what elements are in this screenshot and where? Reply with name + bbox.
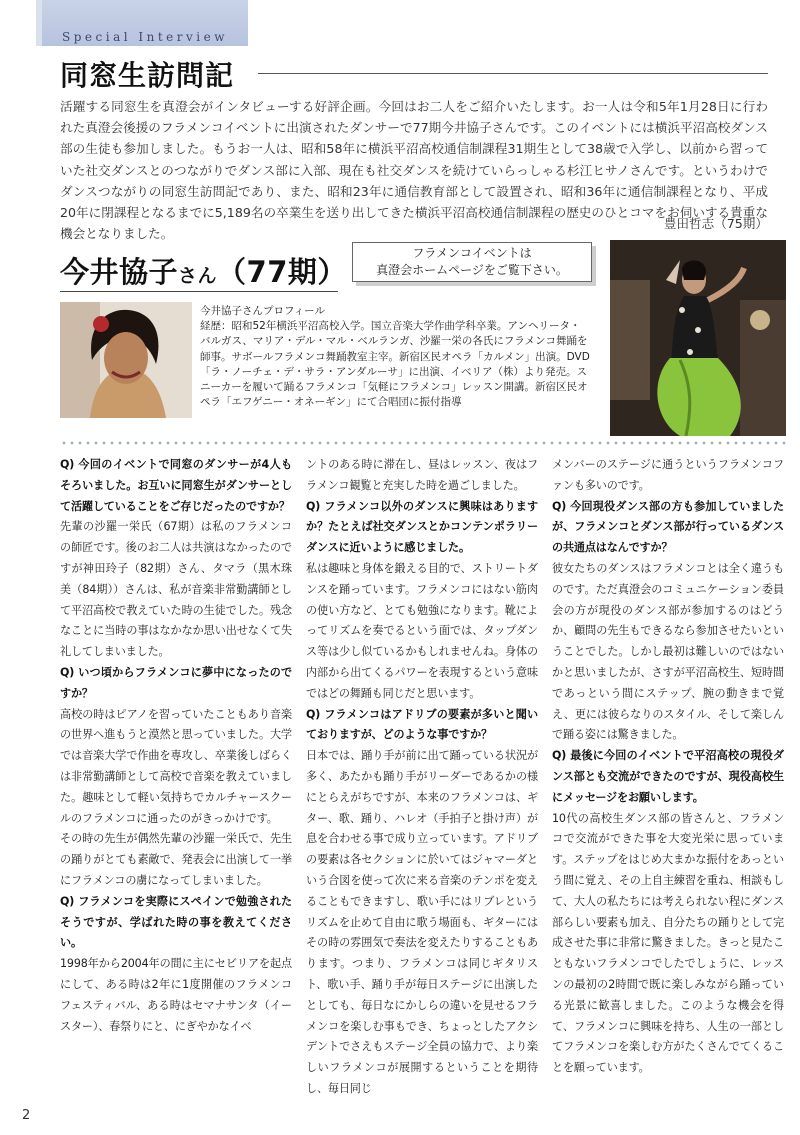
profile-body: 経歴：昭和52年横浜平沼高校入学。国立音楽大学作曲学科卒業。アンヘリータ・バルガス、マリア・デル・マル・ベルランガ、沙羅一栄の各氏にフラメンコ舞踊を師事。サボールフラメンコ舞踊教室主宰。新宿区民オペラ「カルメン」出演。DVD「ラ・ノーチェ・デ・サラ・アンダルーサ」に出演、イベリア（株）より発売。スニーカーを履いて踊るフラメンコ「気軽にフラメンコ」レッスン開講。新宿区民オペラ「エフゲニー・オネーギン」にて合唱団に振付指導: [200, 320, 590, 409]
dance-photo: [610, 240, 786, 436]
column-1-answer-3: その時の先生が偶然先輩の沙羅一栄氏で、先生の踊りがとても素敵で、発表会に出演して一挙にフラメンコの虜になってしまいました。: [60, 832, 292, 887]
homepage-notice: [352, 242, 592, 282]
intro-paragraph: 活躍する同窓生を真澄会がインタビューする好評企画。今回はお二人をご紹介いたします。お一人は令和5年1月28日に行われた真澄会後援のフラメンコイベントに出演されたダンサーで77期今井協子さんです。このイベントには横浜平沼高校ダンス部の生徒も参加しました。もうお一人は、昭和58年に横浜平沼高校通信制課程31期生として38歳で入学し、以前から習っていた社交ダンスとのつながりでダンス部に入部、現在も社交ダンスを続けていらっしゃる杉江ヒサノさんです。というわけでダンスつながりの同窓生訪問記であり、また、昭和23年に通信教育部として設置され、昭和36年に通信制課程となり、平成20年に閉課程となるまでに5,189名の卒業生を送り出してきた横浜平沼高校通信制課程の歴史のひとコマをお伺いする貴重な機会となりました。: [60, 99, 768, 242]
column-1-answer-4: 1998年から2004年の間に主にセビリアを起点にして、ある時は2年に1度開催のフラメンコフェスティバル、ある時はセマナサンタ（イースター）、春祭りにと、にぎやかなイベ: [60, 957, 292, 1033]
column-1-answer-2: 高校の時はピアノを習っていたこともあり音楽の世界へ進もうと漠然と思っていました。大学では音楽大学で作曲を専攻し、卒業後しばらくは非常勤講師として高校で音楽を教えていました。趣味として軽い気持ちでカルチャースクールのフラメンコに通ったのがきっかけです。: [60, 707, 292, 825]
interviewee-term: （77期）: [217, 255, 347, 289]
column-3: [552, 455, 784, 1079]
column-2-question-2: Q) フラメンコはアドリブの要素が多いと聞いておりますが、どのような事ですか？: [306, 707, 538, 742]
column-1-question-3: Q) フラメンコを実際にスペインで勉強されたそうですが、学ばれた時の事を教えてください。: [60, 894, 292, 950]
notice-line-1: フラメンコイベントは: [412, 246, 532, 260]
section-label: Special Interview: [62, 30, 228, 44]
profile-block: [200, 304, 590, 410]
interviewee-heading: [60, 250, 347, 291]
column-2: [306, 455, 538, 1100]
column-2-question-1: Q) フラメンコ以外のダンスに興味はありますか？たとえば社交ダンスとかコンテンポラリーダンスに近いように感じました。: [306, 499, 538, 555]
column-3-answer-1: メンバーのステージに通うというフラメンコファンも多いのです。: [552, 458, 784, 492]
column-1-question-2: Q) いつ頃からフラメンコに夢中になったのですか？: [60, 665, 292, 700]
column-1: [60, 455, 292, 1037]
column-3-answer-2: 彼女たちのダンスはフラメンコとは全く違うものです。ただ真澄会のコミュニケーション委員会の方が現役のダンス部が参加するのはどうか、顧問の先生もできるなら参加させたいということでした。しかし最初は難しいのではないかと思いましたが、さすが平沼高校生、短時間であっという間にステップ、腕の動きまで覚え、更には彼らなりのスタイル、そして楽しんで踊る姿には驚きました。: [552, 561, 784, 742]
column-2-answer-2: 私は趣味と身体を鍛える目的で、ストリートダンスを踊っています。フラメンコにはない筋肉の使い方など、とても勉強になります。靴によってリズムを奏でるという面では、タップダンス等は少し似ているかもしれませんね。身体の内部から出てくるパワーを表現するという意味ではどの舞踊も同じだと思います。: [306, 561, 538, 700]
column-3-question-1: Q) 今回現役ダンス部の方も参加していましたが、フラメンコとダンス部が行っているダンスの共通点はなんですか？: [552, 499, 784, 555]
page-title: 同窓生訪問記: [60, 59, 235, 92]
page-number: 2: [22, 1108, 31, 1123]
column-3-question-2: Q) 最後に今回のイベントで平沼高校の現役ダンス部とも交流ができたのですが、現役高校生にメッセージをお願いします。: [552, 749, 784, 804]
title-rule: [258, 73, 768, 74]
name-rule: [60, 291, 338, 292]
column-3-answer-3: 10代の高校生ダンス部の皆さんと、フラメンコで交流ができた事を大変光栄に思っています。ステップをはじめ大まかな振付をあっという間に覚え、その上自主練習を重ね、相談もして、大人の私たちには考えられない程にダンス部らしい要素も加え、自分たちの踊りとして完成させた事に非常に驚きました。きっと見たこともないフラメンコでしたでしょうに、レッスンの最初の2時間で既に楽しみながら踊っている光景に歓喜しました。このような機会を得て、フラメンコに興味を持ち、人生の一部としてフラメンコを楽しむ方がたくさんでてくることを願っています。: [552, 811, 784, 1075]
dotted-divider: [60, 441, 786, 445]
column-2-answer-3: 日本では、踊り手が前に出て踊っている状況が多く、あたかも踊り手がリーダーであるかの様にとらえがちですが、本来のフラメンコは、ギター、歌、踊り、ハレオ（手拍子と掛け声）が息を合わせる事で成り立っています。アドリブの要素は各セクションに於いてはジャマーダという合図を使って次に来る音楽のテンポを変えることもできますし、歌い手にはリブレというリズムを止めて自由に歌う場面も、ギターにはその時の雰囲気で奏法を変えたりすることもあります。つまり、フラメンコは同じギタリスト、歌い手、踊り手が毎日ステージに出演したとしても、毎日なにかしらの違いを見せるフラメンコを楽しむ事もでき、ちょっとしたアクシデントでさえもステージ全員の協力で、より楽しいフラメンコが展開するということを期待し、毎日同じ: [306, 749, 538, 1095]
intro-author: 豊田哲志（75期）: [663, 216, 768, 231]
interviewee-name: 今井協子: [60, 255, 179, 289]
notice-line-2: 真澄会ホームページをご覧下さい。: [376, 263, 568, 277]
column-2-answer-1: ントのある時に滞在し、昼はレッスン、夜はフラメンコ観覧と充実した時を過ごしました。: [306, 458, 538, 492]
column-1-question-1: Q) 今回のイベントで同窓のダンサーが4人もそろいました。お互いに同窓生がダンサーとして活躍していることをご存じだったのですか？: [60, 458, 292, 513]
column-1-answer-1: 先輩の沙羅一栄氏（67期）は私のフラメンコの師匠です。後のお二人は共演はなかったのですが神田玲子（82期）さん、タマラ（黒木珠美（84期））さんは、私が音楽非常勤講師として平沼高校で教えていた時の生徒でした。残念なことに当時の事はなかなか思い出せなくて失礼してしまいました。: [60, 520, 292, 659]
portrait-photo: [60, 302, 192, 418]
interviewee-honorific: さん: [178, 265, 218, 287]
profile-heading: 今井協子さんプロフィール: [200, 305, 325, 317]
